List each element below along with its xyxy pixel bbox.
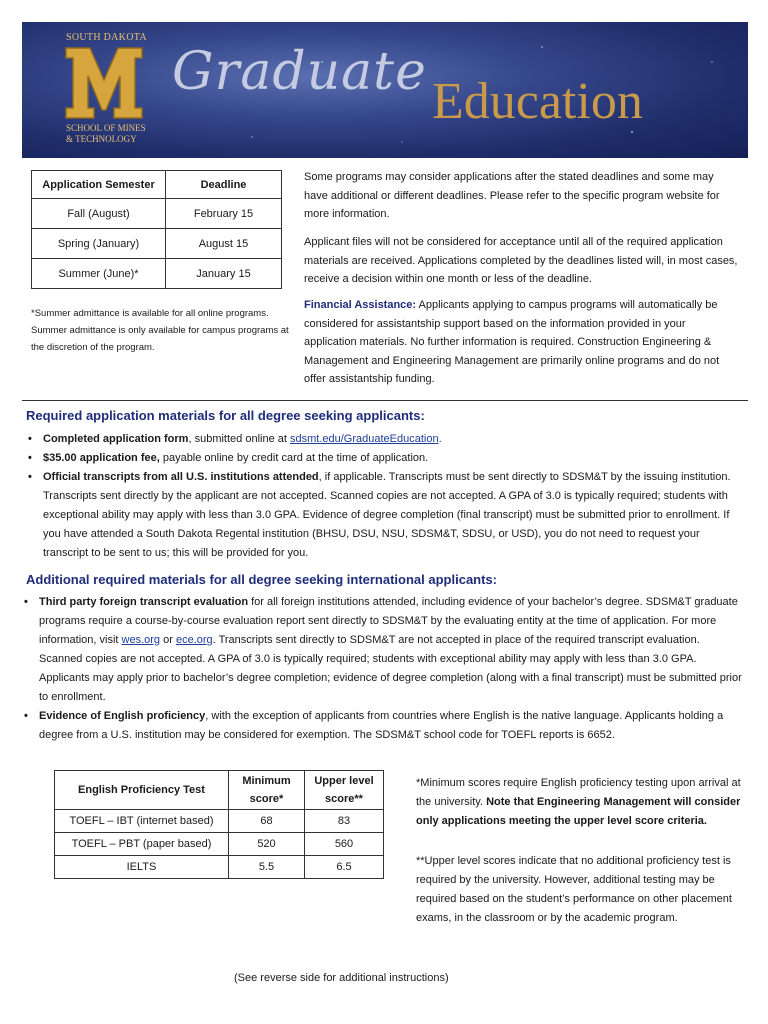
minimum-score-note: *Minimum scores require English proficiency testing upon arrival at the university. Note that Engineering Management will consider only applications meeting the upper level score criteria. <box>416 777 741 827</box>
test-name-cell: IELTS <box>55 856 229 879</box>
deadline-cell: January 15 <box>166 259 282 289</box>
min-score-cell: 520 <box>229 833 305 856</box>
deadline-cell: February 15 <box>166 199 282 229</box>
test-name-cell: TOEFL – PBT (paper based) <box>55 833 229 856</box>
table-header: Deadline <box>166 171 282 199</box>
table-row <box>55 833 384 856</box>
upper-score-cell: 83 <box>305 810 384 833</box>
header-banner <box>22 22 748 158</box>
international-materials-heading: Additional required materials for all degree seeking international applicants: <box>26 572 498 587</box>
list-item: • Official transcripts from all U.S. institutions attended, if applicable. Transcripts must be sent directly to SDSM&T by the issuing institution. Transcripts sent directly by the applicant are not accepted. Scanned copies are not accepted. A GPA of 3.0 is typically required; students with exceptional ability may apply with less than 3.0 GPA. Evidence of degree completion (final transcript) must be submitted prior to enrollment. If you have attended a South Dakota Regental institution (BHSU, DSU, NSU, SDSM&T, SDSU, or USD), you do not need to request your transcript to be sent to us; this will be provided for you. <box>28 471 731 559</box>
table-row <box>32 259 282 289</box>
required-materials-list <box>26 430 742 563</box>
table-header: Minimum score* <box>229 771 305 810</box>
wes-link[interactable]: wes.org <box>121 634 161 646</box>
required-materials-heading: Required application materials for all degree seeking applicants: <box>26 408 425 423</box>
list-item: • $35.00 application fee, payable online by credit card at the time of application. <box>28 452 429 464</box>
list-item: • Evidence of English proficiency, with the exception of applicants from countries where English is the native language. Applicants holding a degree from a U.S. institution may be considered for exemption. The SDSM&T school code for TOEFL reports is 6652. <box>24 710 724 741</box>
min-score-cell: 5.5 <box>229 856 305 879</box>
table-row <box>55 856 384 879</box>
upper-score-cell: 560 <box>305 833 384 856</box>
english-proficiency-table <box>54 770 384 879</box>
semester-cell: Fall (August) <box>32 199 166 229</box>
deadline-cell: August 15 <box>166 229 282 259</box>
international-materials-list <box>22 593 744 745</box>
applicant-files-paragraph: Applicant files will not be considered for acceptance until all of the required application materials are received. Applications completed by the deadlines listed will, in most cases, receive a decision within one month or less of the deadline. <box>304 236 738 285</box>
banner-title-graduate: Graduate <box>172 42 427 102</box>
school-name-bottom: SCHOOL OF MINES & TECHNOLOGY <box>66 123 146 144</box>
school-name-top: SOUTH DAKOTA <box>66 32 147 43</box>
reverse-side-note: (See reverse side for additional instructions) <box>234 972 449 984</box>
table-header-row <box>32 171 282 199</box>
financial-assistance-label: Financial Assistance: <box>304 299 417 311</box>
graduate-education-link[interactable]: sdsmt.edu/GraduateEducation <box>289 433 439 445</box>
table-header: English Proficiency Test <box>55 771 229 810</box>
list-item: • Completed application form, submitted online at sdsmt.edu/GraduateEducation. <box>28 433 442 445</box>
upper-score-cell: 6.5 <box>305 856 384 879</box>
late-applications-paragraph: Some programs may consider applications after the stated deadlines and some may have additional or different deadlines. Please refer to the specific program website for more information. <box>304 171 720 220</box>
deadline-table <box>31 170 282 289</box>
table-row <box>55 810 384 833</box>
table-row <box>32 229 282 259</box>
semester-cell: Spring (January) <box>32 229 166 259</box>
section-divider <box>22 400 748 401</box>
test-name-cell: TOEFL – IBT (internet based) <box>55 810 229 833</box>
list-item: • Third party foreign transcript evaluation for all foreign institutions attended, including evidence of your bachelor’s degree. SDSM&T graduate programs require a course-by-course evaluation report sent directly to SDSM&T by the evaluating entity at the time of application. For more information, visit wes.org or ece.org. Transcripts sent directly to SDSM&T are not accepted in place of the required transcript evaluation. Scanned copies are not accepted. A GPA of 3.0 is typically required; students with exceptional ability may apply with less than 3.0 GPA. Applicants may apply prior to bachelor’s degree completion; evidence of degree completion (along with a final transcript) must be submitted prior to enrollment. <box>24 596 742 703</box>
banner-title-education: Education <box>432 73 643 130</box>
school-m-logo-icon <box>64 46 144 120</box>
financial-assistance-paragraph: Financial Assistance: Applicants applying to campus programs will automatically be considered for assistantship support based on the information provided in your application materials. No further information is required. Construction Engineering & Management and Engineering Management are primarily online programs and do not offer assistantship funding. <box>304 299 720 385</box>
upper-level-score-note: **Upper level scores indicate that no additional proficiency test is required by the university. However, additional testing may be required based on the student’s performance on other placement exams, in the classroom or by the academic program. <box>416 855 732 924</box>
table-header: Upper level score** <box>305 771 384 810</box>
table-header: Application Semester <box>32 171 166 199</box>
table-row <box>32 199 282 229</box>
ece-link[interactable]: ece.org <box>175 634 213 646</box>
summer-admittance-note: *Summer admittance is available for all online programs. Summer admittance is only available for campus programs at the discretion of the program. <box>31 308 289 353</box>
semester-cell: Summer (June)* <box>32 259 166 289</box>
min-score-cell: 68 <box>229 810 305 833</box>
table-header-row <box>55 771 384 810</box>
